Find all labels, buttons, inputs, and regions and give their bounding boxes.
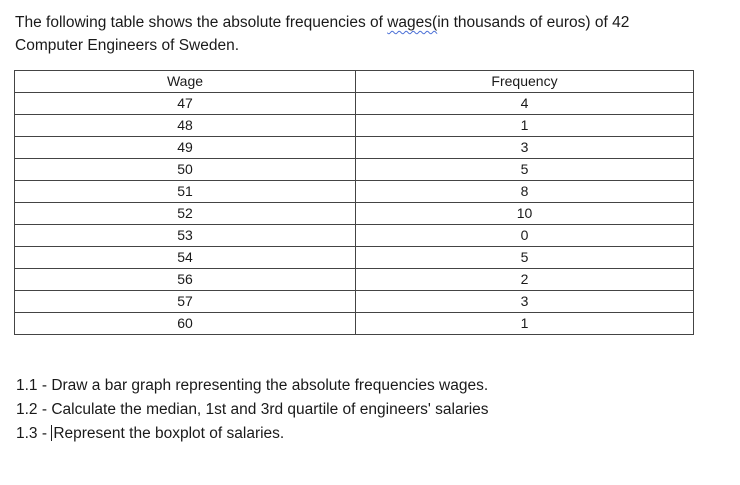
frequency-cell: 2	[356, 269, 694, 291]
header-wage: Wage	[15, 71, 356, 93]
table-header-row	[15, 71, 694, 93]
table-row	[15, 115, 694, 137]
frequency-cell: 8	[356, 181, 694, 203]
table-row	[15, 291, 694, 313]
wage-cell: 48	[15, 115, 356, 137]
wage-cell: 54	[15, 247, 356, 269]
header-frequency: Frequency	[356, 71, 694, 93]
intro-text-end: in thousands of euros) of 42	[437, 14, 630, 31]
frequency-cell: 5	[356, 159, 694, 181]
frequency-table	[14, 70, 694, 335]
intro-text-line2: Computer Engineers of Sweden.	[15, 37, 240, 54]
question-1-3-text: Represent the boxplot of salaries.	[53, 425, 285, 442]
wage-cell: 47	[15, 93, 356, 115]
table-body	[15, 93, 694, 335]
table-row	[15, 137, 694, 159]
table-row	[15, 203, 694, 225]
frequency-cell: 1	[356, 115, 694, 137]
frequency-cell: 3	[356, 137, 694, 159]
table-row	[15, 269, 694, 291]
wage-cell: 52	[15, 203, 356, 225]
wage-cell: 49	[15, 137, 356, 159]
frequency-cell: 5	[356, 247, 694, 269]
frequency-cell: 0	[356, 225, 694, 247]
table-row	[15, 93, 694, 115]
frequency-cell: 1	[356, 313, 694, 335]
frequency-cell: 10	[356, 203, 694, 225]
frequency-cell: 3	[356, 291, 694, 313]
question-1-1: 1.1 - Draw a bar graph representing the absolute frequencies wages.	[16, 377, 489, 394]
frequency-cell: 4	[356, 93, 694, 115]
table-row	[15, 225, 694, 247]
wage-cell: 57	[15, 291, 356, 313]
wage-cell: 56	[15, 269, 356, 291]
spellcheck-marked-word[interactable]: wages(	[387, 14, 438, 31]
table-row	[15, 313, 694, 335]
question-1-2: 1.2 - Calculate the median, 1st and 3rd quartile of engineers' salaries	[16, 401, 489, 418]
table-row	[15, 247, 694, 269]
question-1-3	[16, 422, 489, 446]
table-row	[15, 159, 694, 181]
wage-cell: 53	[15, 225, 356, 247]
intro-text-start: The following table shows the absolute frequencies of	[15, 14, 388, 31]
intro-paragraph	[15, 11, 715, 57]
question-1-3-prefix: 1.3 -	[16, 425, 52, 442]
wage-cell: 60	[15, 313, 356, 335]
questions-list	[16, 374, 489, 446]
wage-cell: 51	[15, 181, 356, 203]
table-row	[15, 181, 694, 203]
wage-cell: 50	[15, 159, 356, 181]
